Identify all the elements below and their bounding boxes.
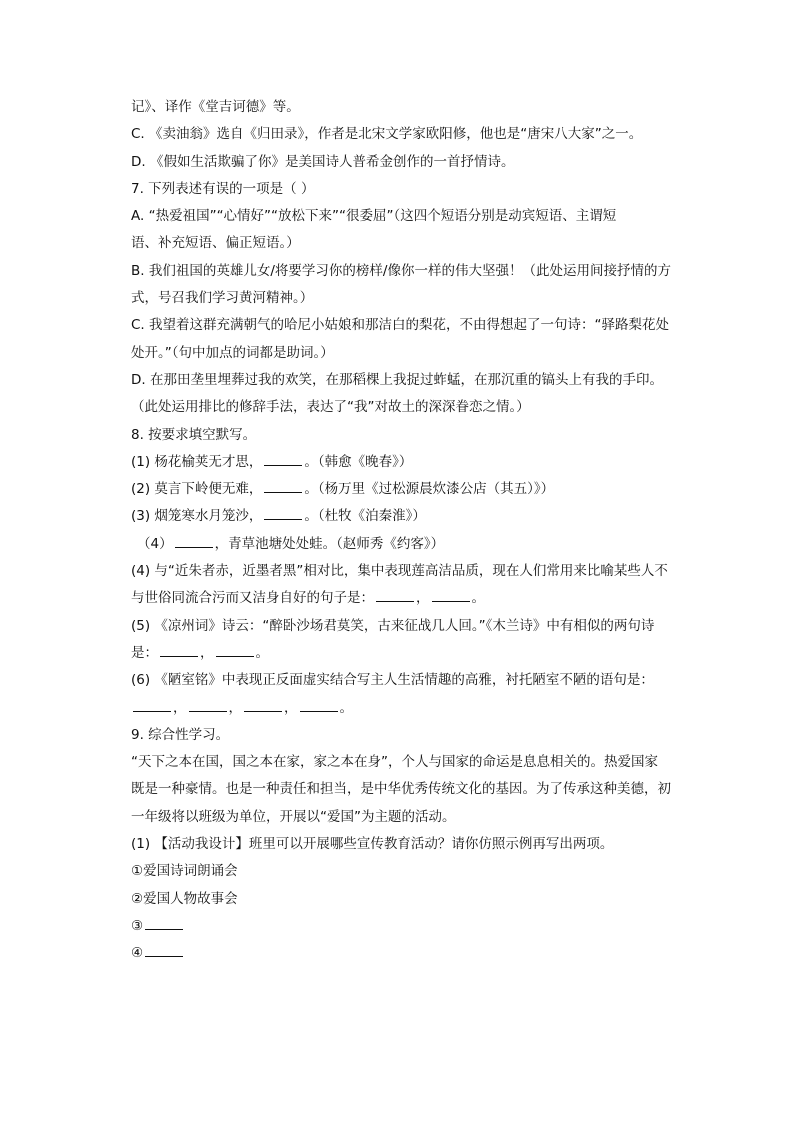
option-d-line: D. 在那田垄里埋葬过我的欢笑，在那稻棵上我捉过蚱蜢，在那沉重的镐头上有我的手印。 [131,371,663,388]
item-text: 与世俗同流合污而又洁身自好的句子是： [131,590,374,607]
answer-blank[interactable] [244,697,282,712]
item-text: ， [416,590,430,607]
activity-example-1: ①爱国诗词朗诵会 [131,863,238,880]
item-text: （4） [137,535,173,552]
answer-blank[interactable] [189,697,227,712]
text-line: 处开。”（句中加点的词都是助词。） [131,344,334,361]
paragraph-line: 既是一种豪情。也是一种责任和担当，是中华优秀传统文化的基因。为了传承这种美德，初 [131,781,671,798]
option-c-line: C. 《卖油翁》选自《归田录》，作者是北宋文学家欧阳修，他也是“唐宋八大家”之一。 [131,126,643,143]
answer-blank[interactable] [264,451,302,466]
option-d-line: D. 《假如生活欺骗了你》是美国诗人普希金创作的一首抒情诗。 [131,153,515,170]
option-c-line: C. 我望着这群充满朝气的哈尼小姑娘和那洁白的梨花，不由得想起了一句诗：“驿路梨花处 [131,317,670,334]
answer-blank[interactable] [175,533,213,548]
item-text: (2) 莫言下岭便无难， [131,481,263,498]
option-a-line: A. “热爱祖国”“心情好”“放松下来”“很委屈”（这四个短语分别是动宾短语、主谓短 [131,208,617,225]
item-text: ，青草池塘处处蛙。（赵师秀《约客》） [214,535,445,552]
answer-blank[interactable] [160,642,198,657]
fill-item-5-answer [131,640,696,667]
answer-blank[interactable] [145,915,183,930]
item-text: 。 [255,644,269,661]
question-9-title: 9. 综合性学习。 [131,726,230,743]
paragraph-line: 一年级将以班级为单位，开展以“爱国”为主题的活动。 [131,808,456,825]
answer-blank[interactable] [432,587,470,602]
paragraph-line: “天下之本在国，国之本在家，家之本在身”，个人与国家的命运是息息相关的。热爱国家 [131,754,658,771]
answer-blank[interactable] [145,942,183,957]
answer-blank[interactable] [300,697,338,712]
fill-item-2 [131,476,696,503]
item-text: 。 [339,699,353,716]
fill-item-lotus-answer [131,585,696,612]
answer-blank[interactable] [264,505,302,520]
item-text: (3) 烟笼寒水月笼沙， [131,508,263,525]
text-line: 记》、译作《堂吉诃德》等。 [131,99,300,115]
activity-item-3 [131,913,696,940]
item-text: (1) 杨花榆荚无才思， [131,453,263,470]
answer-blank[interactable] [376,587,414,602]
fill-item-4 [131,531,696,558]
item-text: ③ [131,917,144,934]
item-text: ， [173,699,187,716]
item-text: 。 [471,590,485,607]
answer-blank[interactable] [264,478,302,493]
text-line: 语、补充短语、偏正短语。） [131,235,300,252]
activity-item-4 [131,940,696,967]
fill-item-5: (5) 《凉州词》诗云：“醉卧沙场君莫笑，古来征战几人回。”《木兰诗》中有相似的两句诗 [131,617,655,634]
document-content [131,94,696,968]
activity-prompt: (1) 【活动我设计】班里可以开展哪些宣传教育活动？请你仿照示例再写出两项。 [131,836,614,853]
fill-item-3 [131,503,696,530]
item-text: ， [200,644,214,661]
item-text: ， [228,699,242,716]
text-line: （此处运用排比的修辞手法，表达了“我”对故土的深深眷恋之情。） [131,399,530,416]
question-7-title: 7. 下列表述有误的一项是（ ） [131,180,315,197]
fill-item-6: (6) 《陋室铭》中表现正反面虚实结合写主人生活情趣的高雅，衬托陋室不陋的语句是： [131,672,654,689]
fill-item-1 [131,449,696,476]
text-line: 式，号召我们学习黄河精神。） [131,290,314,307]
activity-example-2: ②爱国人物故事会 [131,890,238,907]
fill-item-6-answer [131,695,696,722]
question-8-title: 8. 按要求填空默写。 [131,426,257,443]
fill-item-lotus: (4) 与“近朱者赤，近墨者黑”相对比，集中表现莲高洁品质，现在人们常用来比喻某些人不 [131,563,668,580]
item-text: ， [284,699,298,716]
item-text: 。（杜牧《泊秦淮》） [304,508,426,525]
item-text: 。（杨万里《过松源晨炊漆公店（其五）》） [304,481,555,498]
answer-blank[interactable] [216,642,254,657]
item-text: 。（韩愈《晚春》） [304,453,413,470]
item-text: ④ [131,945,144,962]
item-text: 是： [131,644,158,661]
option-b-line: B. 我们祖国的英雄儿女/将要学习你的榜样/像你一样的伟大坚强！（此处运用间接抒情的方 [131,262,671,279]
answer-blank[interactable] [133,697,171,712]
